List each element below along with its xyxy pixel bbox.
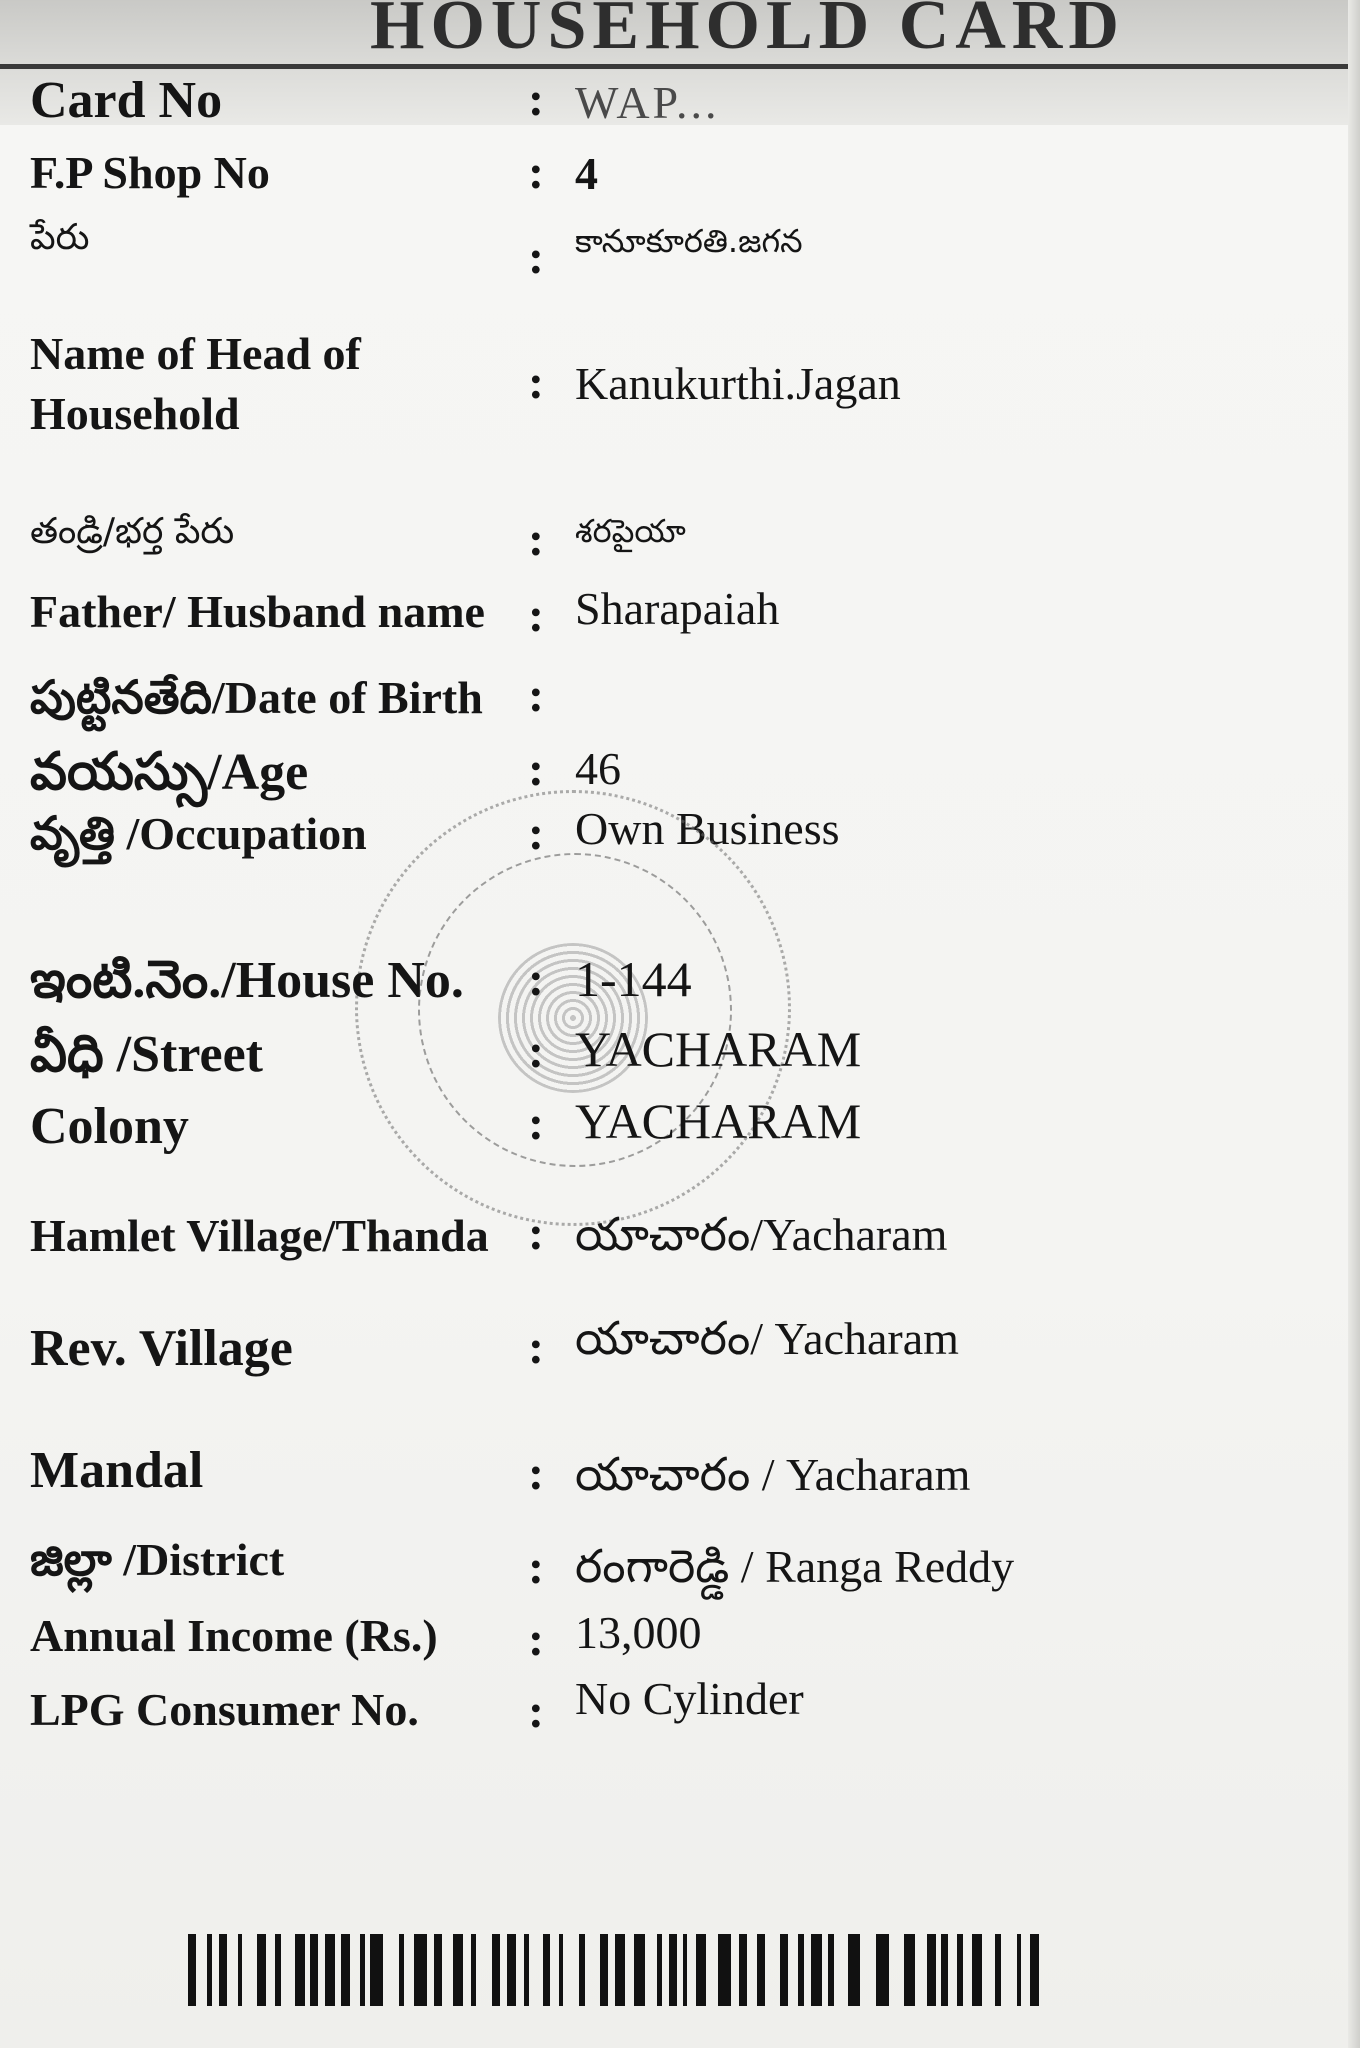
barcode-bar [341,1934,350,2006]
barcode-bar [238,1934,242,2006]
barcode-bar [188,1934,196,2006]
barcode-bar [634,1934,645,2006]
barcode-bar [718,1934,731,2006]
barcode-bar [657,1934,662,2006]
colon: : [528,953,544,1006]
income-label: Annual Income (Rs.) [30,1610,438,1661]
barcode-bar [904,1934,915,2006]
barcode-bar [1017,1934,1021,2006]
colon: : [528,669,544,722]
occupation-value: Own Business [575,803,840,854]
barcode-bar [579,1934,585,2006]
name-te-label: పేరు [30,217,90,258]
barcode-bar [399,1934,404,2006]
barcode-bar [739,1934,747,2006]
barcode-bar [507,1934,516,2006]
colon: : [528,807,544,860]
barcode-bar [275,1934,281,2006]
barcode-bar [941,1934,948,2006]
barcode-bar [780,1934,788,2006]
name-te-value: కానూకూరతి.జగన [575,222,803,260]
barcode-bar [757,1934,765,2006]
page-edge [1348,0,1360,2048]
barcode-bar [492,1934,500,2006]
barcode-bar [219,1934,227,2006]
barcode-bar [453,1934,463,2006]
income-value: 13,000 [575,1607,702,1658]
barcode-bar [972,1934,982,2006]
barcode [188,1934,1058,2006]
head-name-label-2: Household [30,388,240,439]
fp-shop-label: F.P Shop No [30,147,270,198]
street-label: వీధి /Street [30,1026,263,1083]
barcode-bar [811,1934,822,2006]
barcode-bar [559,1934,563,2006]
mandal-label: Mandal [30,1442,204,1499]
barcode-bar [957,1934,963,2006]
barcode-bar [798,1934,804,2006]
barcode-bar [828,1934,834,2006]
lpg-label: LPG Consumer No. [30,1684,419,1735]
barcode-bar [543,1934,550,2006]
barcode-bar [207,1934,212,2006]
colon: : [528,146,544,199]
age-value: 46 [575,743,621,794]
house-no-label: ఇంటి.నెం./House No. [30,952,464,1009]
head-name-value: Kanukurthi.Jagan [575,358,901,409]
barcode-bar [927,1934,936,2006]
district-label: జిల్లా /District [30,1534,285,1585]
barcode-bar [696,1934,706,2006]
street-value: YACHARAM [575,1021,862,1077]
rev-village-value: యాచారం/ Yacharam [575,1313,959,1364]
colon: : [528,1541,544,1594]
house-no-value: 1-144 [575,951,692,1007]
barcode-bar [370,1934,383,2006]
district-value: రంగారెడ్డి / Ranga Reddy [575,1541,1015,1592]
colony-value: YACHARAM [575,1093,862,1149]
barcode-bar [876,1934,889,2006]
hamlet-value: యాచారం/Yacharam [575,1209,948,1260]
colon: : [528,356,544,409]
header-rule [0,64,1360,69]
colon: : [528,1447,544,1500]
father-name-value: Sharapaiah [575,583,780,634]
age-label: వయస్సు/Age [30,744,309,801]
barcode-bar [434,1934,442,2006]
barcode-bar [995,1934,1001,2006]
colon: : [528,743,544,796]
father-te-value: శరపైయా [575,512,686,550]
colon: : [528,73,544,126]
barcode-bar [1030,1934,1039,2006]
barcode-bar [600,1934,608,2006]
rev-village-label: Rev. Village [30,1320,293,1377]
colony-label: Colony [30,1098,189,1155]
barcode-bar [848,1934,860,2006]
barcode-bar [295,1934,305,2006]
colon: : [528,1613,544,1666]
card-title: HOUSEHOLD CARD [370,0,1125,64]
barcode-bar [310,1934,318,2006]
colon: : [528,231,544,284]
barcode-bar [471,1934,476,2006]
card-no-label: Card No [30,72,223,129]
barcode-bar [683,1934,687,2006]
colon: : [528,1321,544,1374]
occupation-label: వృత్తి /Occupation [30,808,367,859]
colon: : [528,513,544,566]
colon: : [528,1207,544,1260]
colon: : [528,1685,544,1738]
colon: : [528,589,544,642]
father-te-label: తండ్రి/భర్త పేరు [30,511,235,552]
card-no-value: WAP... [575,77,720,128]
barcode-bar [414,1934,427,2006]
barcode-bar [669,1934,677,2006]
colon: : [528,1097,544,1150]
dob-label: పుట్టినతేది/Date of Birth [30,672,483,723]
father-name-label: Father/ Husband name [30,586,485,637]
head-name-label-1: Name of Head of [30,328,361,379]
barcode-bar [524,1934,529,2006]
mandal-value: యాచారం / Yacharam [575,1449,971,1500]
hamlet-label: Hamlet Village/Thanda [30,1210,489,1261]
barcode-bar [257,1934,266,2006]
barcode-bar [615,1934,625,2006]
barcode-bar [360,1934,365,2006]
fp-shop-value: 4 [575,148,598,199]
colon: : [528,1025,544,1078]
barcode-bar [325,1934,335,2006]
lpg-value: No Cylinder [575,1673,804,1724]
